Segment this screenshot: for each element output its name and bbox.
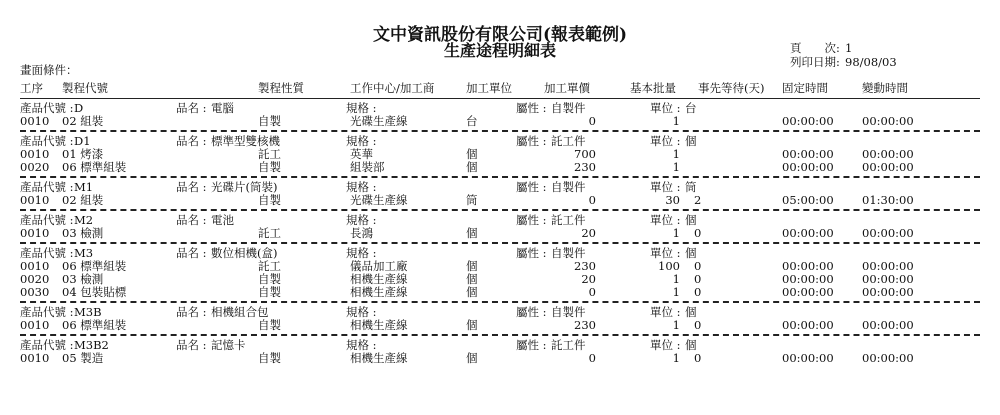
row-batch: 100 — [658, 259, 680, 273]
spec-label: 規格 : — [346, 246, 377, 260]
unit-value: 個 — [685, 305, 697, 319]
column-header-cell: 固定時間 — [782, 81, 828, 95]
row-var: 00:00:00 — [862, 147, 914, 161]
unit-label: 單位 : — [650, 246, 681, 260]
row-center: 長鴻 — [350, 226, 373, 240]
product-name-label: 品名 : — [176, 305, 207, 319]
unit-value: 個 — [685, 338, 697, 352]
spec-label: 規格 : — [346, 134, 377, 148]
row-unit: 台 — [466, 114, 478, 128]
row-price: 0 — [588, 114, 596, 128]
row-var: 00:00:00 — [862, 318, 914, 332]
product-name-label: 品名 : — [176, 213, 207, 227]
row-price: 20 — [581, 226, 596, 240]
row-center: 英華 — [350, 147, 373, 161]
attribute-label: 屬性 : — [516, 134, 547, 148]
unit-value: 個 — [685, 213, 697, 227]
row-price: 700 — [574, 147, 596, 161]
unit-label: 單位 : — [650, 213, 681, 227]
row-fixed: 00:00:00 — [782, 285, 834, 299]
row-price: 0 — [588, 351, 596, 365]
product-name: 相機組合包 — [211, 305, 269, 319]
row-seq: 0010 — [20, 193, 50, 207]
row-nature: 自製 — [258, 272, 281, 286]
row-seq: 0030 — [20, 285, 50, 299]
product-name: 標準型雙核機 — [211, 134, 280, 148]
attribute-value: 自製件 — [551, 305, 586, 319]
spec-label: 規格 : — [346, 101, 377, 115]
row-seq: 0010 — [20, 114, 50, 128]
product-code: M3 — [74, 246, 94, 260]
conditions-label: 畫面條件： — [20, 63, 78, 77]
column-header-cell: 事先等待(天) — [698, 81, 765, 95]
row-seq: 0010 — [20, 147, 50, 161]
page-value: 1 — [845, 41, 853, 55]
column-header-cell: 加工單位 — [466, 81, 512, 95]
attribute-value: 託工件 — [551, 213, 586, 227]
row-center: 光碟生產線 — [350, 193, 408, 207]
row-batch: 1 — [672, 114, 680, 128]
unit-value: 筒 — [685, 180, 697, 194]
row-batch: 1 — [672, 147, 680, 161]
unit-label: 單位 : — [650, 180, 681, 194]
column-header-cell: 工作中心/加工商 — [350, 81, 435, 95]
row-fixed: 05:00:00 — [782, 193, 834, 207]
product-code: D — [74, 101, 84, 115]
product-code-label: 產品代號 : — [20, 213, 74, 227]
row-batch: 1 — [672, 226, 680, 240]
row-nature: 自製 — [258, 285, 281, 299]
row-process: 03 檢測 — [62, 272, 104, 286]
row-seq: 0010 — [20, 318, 50, 332]
header-rule — [20, 98, 980, 99]
row-wait: 0 — [694, 272, 702, 286]
row-wait: 0 — [694, 285, 702, 299]
row-unit: 個 — [466, 160, 478, 174]
row-process: 01 烤漆 — [62, 147, 104, 161]
row-nature: 託工 — [258, 259, 281, 273]
row-unit: 個 — [466, 272, 478, 286]
row-process: 03 檢測 — [62, 226, 104, 240]
product-name-label: 品名 : — [176, 180, 207, 194]
group-separator — [20, 176, 980, 178]
row-nature: 自製 — [258, 193, 281, 207]
row-seq: 0020 — [20, 160, 50, 174]
row-price: 20 — [581, 272, 596, 286]
row-price: 230 — [574, 160, 596, 174]
row-fixed: 00:00:00 — [782, 226, 834, 240]
row-wait: 0 — [694, 259, 702, 273]
row-nature: 託工 — [258, 226, 281, 240]
row-unit: 個 — [466, 226, 478, 240]
product-code-label: 產品代號 : — [20, 305, 74, 319]
row-fixed: 00:00:00 — [782, 259, 834, 273]
row-nature: 自製 — [258, 351, 281, 365]
column-header-cell: 加工單價 — [544, 81, 590, 95]
attribute-label: 屬性 : — [516, 246, 547, 260]
unit-label: 單位 : — [650, 305, 681, 319]
column-header-cell: 工序 — [20, 81, 43, 95]
row-seq: 0010 — [20, 226, 50, 240]
group-separator — [20, 209, 980, 211]
spec-label: 規格 : — [346, 305, 377, 319]
spec-label: 規格 : — [346, 338, 377, 352]
row-unit: 個 — [466, 318, 478, 332]
product-code: M1 — [74, 180, 94, 194]
group-separator — [20, 130, 980, 132]
row-batch: 1 — [672, 285, 680, 299]
attribute-label: 屬性 : — [516, 180, 547, 194]
row-var: 01:30:00 — [862, 193, 914, 207]
product-code: M3B — [74, 305, 102, 319]
row-batch: 1 — [672, 351, 680, 365]
column-header-cell: 基本批量 — [630, 81, 676, 95]
row-fixed: 00:00:00 — [782, 272, 834, 286]
row-price: 0 — [588, 193, 596, 207]
attribute-value: 託工件 — [551, 338, 586, 352]
product-code: M2 — [74, 213, 94, 227]
row-batch: 1 — [672, 272, 680, 286]
product-name: 電池 — [211, 213, 234, 227]
row-fixed: 00:00:00 — [782, 160, 834, 174]
group-separator — [20, 301, 980, 303]
row-center: 光碟生產線 — [350, 114, 408, 128]
row-var: 00:00:00 — [862, 285, 914, 299]
row-center: 儀品加工廠 — [350, 259, 408, 273]
row-center: 相機生產線 — [350, 272, 408, 286]
page-label: 頁 次: — [790, 41, 840, 55]
unit-value: 個 — [685, 134, 697, 148]
product-code: D1 — [74, 134, 91, 148]
row-fixed: 00:00:00 — [782, 114, 834, 128]
product-code-label: 產品代號 : — [20, 180, 74, 194]
row-var: 00:00:00 — [862, 272, 914, 286]
unit-value: 台 — [685, 101, 697, 115]
product-code-label: 產品代號 : — [20, 338, 74, 352]
product-code-label: 產品代號 : — [20, 134, 74, 148]
product-code-label: 產品代號 : — [20, 246, 74, 260]
row-unit: 個 — [466, 285, 478, 299]
unit-label: 單位 : — [650, 134, 681, 148]
attribute-label: 屬性 : — [516, 213, 547, 227]
attribute-value: 託工件 — [551, 134, 586, 148]
product-name: 數位相機(盒) — [211, 246, 278, 260]
row-center: 組裝部 — [350, 160, 385, 174]
row-var: 00:00:00 — [862, 226, 914, 240]
row-process: 02 組裝 — [62, 114, 104, 128]
product-code-label: 產品代號 : — [20, 101, 74, 115]
attribute-label: 屬性 : — [516, 305, 547, 319]
unit-value: 個 — [685, 246, 697, 260]
row-price: 230 — [574, 259, 596, 273]
row-nature: 自製 — [258, 114, 281, 128]
group-separator — [20, 334, 980, 336]
column-header-cell: 變動時間 — [862, 81, 908, 95]
row-seq: 0010 — [20, 259, 50, 273]
row-var: 00:00:00 — [862, 259, 914, 273]
row-process: 02 組裝 — [62, 193, 104, 207]
row-fixed: 00:00:00 — [782, 318, 834, 332]
print-date-value: 98/08/03 — [845, 55, 897, 69]
product-code: M3B2 — [74, 338, 109, 352]
row-wait: 2 — [694, 193, 702, 207]
unit-label: 單位 : — [650, 101, 681, 115]
row-var: 00:00:00 — [862, 114, 914, 128]
product-name: 光碟片(筒裝) — [211, 180, 278, 194]
print-date-label: 列印日期: — [790, 55, 840, 69]
column-header-cell: 製程性質 — [258, 81, 304, 95]
attribute-label: 屬性 : — [516, 101, 547, 115]
attribute-label: 屬性 : — [516, 338, 547, 352]
product-name-label: 品名 : — [176, 338, 207, 352]
row-process: 05 製造 — [62, 351, 104, 365]
product-name: 電腦 — [211, 101, 234, 115]
row-unit: 筒 — [466, 193, 478, 207]
row-price: 230 — [574, 318, 596, 332]
attribute-value: 自製件 — [551, 246, 586, 260]
row-unit: 個 — [466, 147, 478, 161]
row-process: 06 標準組裝 — [62, 318, 127, 332]
report-title: 生產途程明細表 — [443, 41, 556, 60]
row-price: 0 — [588, 285, 596, 299]
row-process: 06 標準組裝 — [62, 259, 127, 273]
company-title: 文中資訊股份有限公司(報表範例) — [372, 25, 628, 45]
product-name-label: 品名 : — [176, 134, 207, 148]
row-seq: 0010 — [20, 351, 50, 365]
row-nature: 自製 — [258, 160, 281, 174]
row-nature: 託工 — [258, 147, 281, 161]
row-unit: 個 — [466, 259, 478, 273]
row-wait: 0 — [694, 226, 702, 240]
row-nature: 自製 — [258, 318, 281, 332]
row-var: 00:00:00 — [862, 160, 914, 174]
product-name-label: 品名 : — [176, 246, 207, 260]
row-var: 00:00:00 — [862, 351, 914, 365]
row-seq: 0020 — [20, 272, 50, 286]
row-batch: 1 — [672, 318, 680, 332]
attribute-value: 自製件 — [551, 180, 586, 194]
row-batch: 1 — [672, 160, 680, 174]
row-center: 相機生產線 — [350, 318, 408, 332]
row-wait: 0 — [694, 351, 702, 365]
row-process: 04 包裝貼標 — [62, 285, 127, 299]
row-batch: 30 — [665, 193, 680, 207]
unit-label: 單位 : — [650, 338, 681, 352]
column-header-cell: 製程代號 — [62, 81, 108, 95]
spec-label: 規格 : — [346, 213, 377, 227]
spec-label: 規格 : — [346, 180, 377, 194]
row-fixed: 00:00:00 — [782, 147, 834, 161]
row-wait: 0 — [694, 318, 702, 332]
group-separator — [20, 242, 980, 244]
row-center: 相機生產線 — [350, 285, 408, 299]
row-process: 06 標準組裝 — [62, 160, 127, 174]
product-name-label: 品名 : — [176, 101, 207, 115]
product-name: 記憶卡 — [211, 338, 246, 352]
attribute-value: 自製件 — [551, 101, 586, 115]
row-fixed: 00:00:00 — [782, 351, 834, 365]
row-center: 相機生產線 — [350, 351, 408, 365]
row-unit: 個 — [466, 351, 478, 365]
